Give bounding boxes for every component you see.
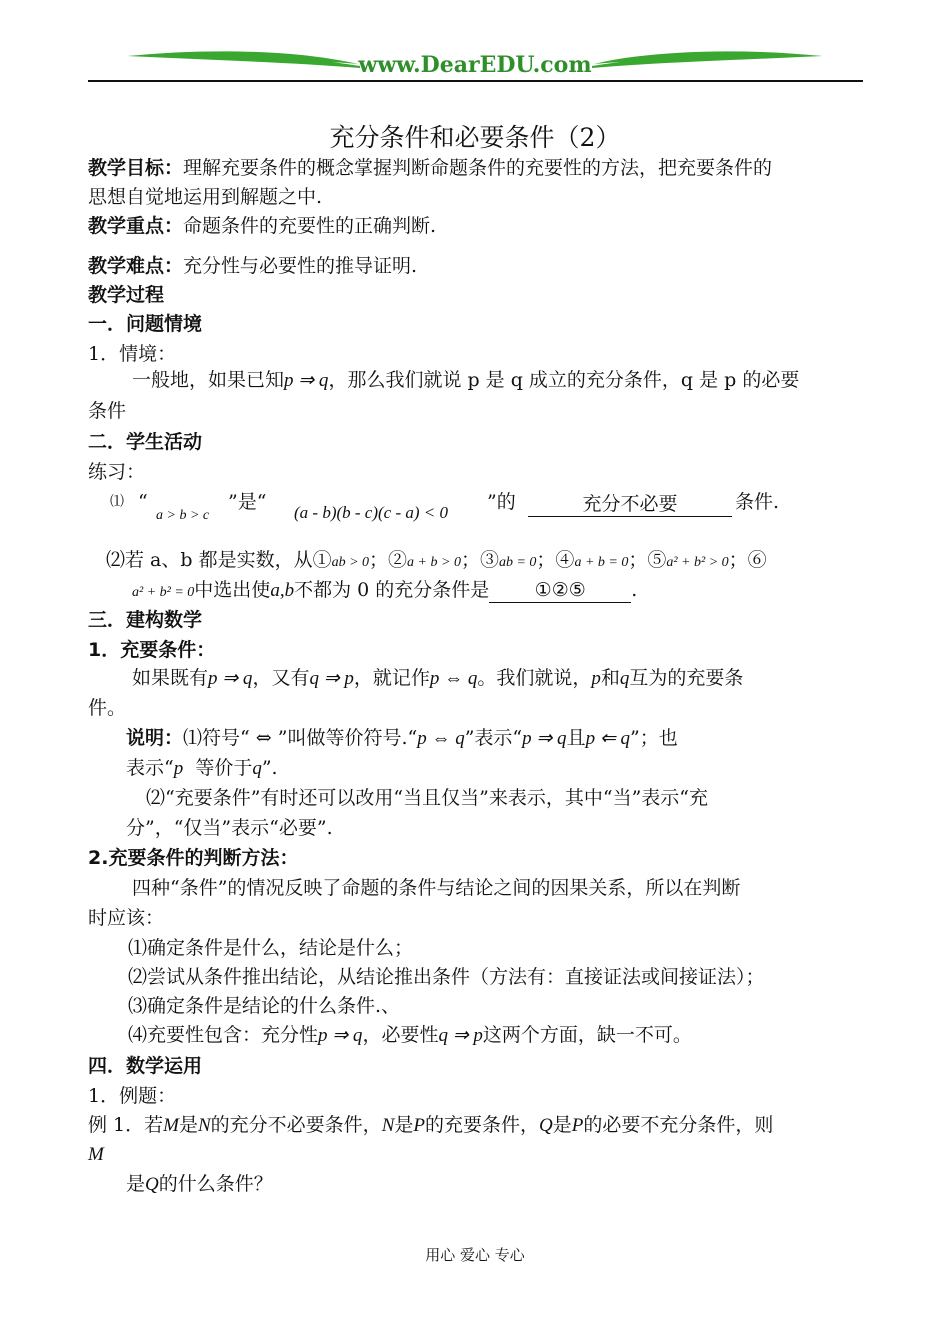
goals-text1: 理解充要条件的概念掌握判断命题条件的充要性的方法，把充要条件的 — [183, 157, 773, 179]
note1-l2-q: q — [252, 758, 262, 779]
practice-label: 练习： — [88, 461, 146, 483]
ex-l3-b: 的什么条件？ — [158, 1173, 273, 1195]
goals-text2: 思想自觉地运用到解题之中. — [88, 186, 323, 208]
ex-N2: N — [381, 1115, 395, 1136]
key-point — [88, 212, 436, 241]
ex-P2: P — [571, 1115, 584, 1136]
s1-text-b: ，那么我们就说 p 是 q 成立的充分条件，q 是 p 的必要 — [328, 369, 800, 391]
ex-d: 是 — [394, 1114, 414, 1136]
step4 — [128, 1021, 692, 1050]
ex2-f4: a + b = 0 — [574, 555, 629, 570]
ex2-s3: ；③ — [460, 549, 499, 571]
def-c: ，就记作 — [353, 667, 430, 689]
ex2-f1: ab > 0 — [331, 555, 370, 570]
ex-c: 的充分不必要条件， — [210, 1114, 382, 1136]
ex-P: P — [413, 1115, 425, 1136]
note1-c: 且 — [566, 727, 586, 749]
ex-M: M — [163, 1115, 179, 1136]
goals-label: 教学目标： — [88, 157, 184, 179]
ex2-f5: a² + b² > 0 — [666, 555, 729, 570]
ex1-formula-a: a > b > c — [156, 508, 210, 523]
logo-text: www.DearEDU.com — [358, 52, 592, 78]
example1-line3 — [126, 1170, 273, 1199]
note1-l2-b: 等价于 — [195, 757, 253, 779]
page-footer: 用心 爱心 专心 — [425, 1246, 525, 1264]
ex-b: 是 — [178, 1114, 198, 1136]
example1-line1 — [88, 1111, 773, 1140]
step4-f2: q ⇒ p — [438, 1025, 483, 1046]
step1: ⑴确定条件是什么，结论是什么； — [128, 937, 414, 959]
ex-f: 是 — [552, 1114, 572, 1136]
note1-f2: p ⇒ q — [522, 728, 567, 749]
ex-l3-a: 是 — [126, 1173, 146, 1195]
section2-heading: 二．学生活动 — [88, 431, 203, 453]
def-e: 和 — [600, 667, 620, 689]
def-b: ，又有 — [252, 667, 310, 689]
header-rule — [88, 80, 863, 82]
ex2-ab: a,b — [270, 580, 295, 601]
difficulty-text: 充分性与必要性的推导证明. — [183, 255, 418, 277]
note1-l2-c: ”. — [261, 757, 278, 779]
step2: ⑵尝试从条件推出结论，从结论推出条件（方法有：直接证法或间接证法）； — [128, 966, 765, 988]
note1-line1 — [126, 724, 678, 753]
step4-a: ⑷充要性包含：充分性 — [128, 1024, 319, 1046]
key-point-label: 教学重点： — [88, 215, 184, 237]
note1-line2 — [126, 754, 278, 783]
ex-l3-Q: Q — [145, 1174, 159, 1195]
ex-g: 的必要不充分条件，则 — [583, 1114, 774, 1136]
ex1-tail: 条件. — [735, 491, 780, 513]
step3: ⑶确定条件是结论的什么条件.、 — [128, 995, 401, 1017]
section1-heading: 一．问题情境 — [88, 313, 203, 335]
section1-para-line2: 条件 — [88, 400, 127, 422]
s1-text-a: 一般地，如果已知 — [132, 369, 285, 391]
note1-a: ⑴符号“ ⇔ ”叫做等价符号.“ — [183, 727, 418, 749]
ex1-quote-open: “ — [138, 491, 148, 513]
ex1-formula-b: (a - b)(b - c)(c - a) < 0 — [294, 503, 449, 522]
dearedu-logo — [128, 38, 822, 82]
def-f1: p ⇒ q — [208, 668, 253, 689]
key-point-text: 命题条件的充要性的正确判断. — [183, 215, 437, 237]
difficulty — [88, 252, 417, 281]
step4-c: 这两个方面，缺一不可。 — [482, 1024, 692, 1046]
def-q: q — [619, 668, 630, 689]
def-d: 。我们就说， — [477, 667, 592, 689]
note1-f3: p ⇐ q — [585, 728, 630, 749]
ex-a: 例 1．若 — [88, 1114, 164, 1136]
section1-item: 1．情境： — [88, 343, 177, 365]
ex2-s4: ；④ — [536, 549, 575, 571]
note1-l2-a: 表示“ — [126, 757, 174, 779]
ex2-text-a: ⑵若 a、b 都是实数，从① — [106, 549, 332, 571]
def-f: 互为的充要条 — [629, 667, 744, 689]
ex2-s5: ；⑤ — [628, 549, 667, 571]
step4-b: ，必要性 — [362, 1024, 439, 1046]
ex2-text-b: 中选出使 — [194, 579, 271, 601]
example1-line2: M — [88, 1144, 104, 1165]
goals-line1 — [88, 154, 772, 183]
definition-line1 — [132, 664, 743, 693]
note2-line1: ⑵“充要条件”有时还可以改用“当且仅当”来表示，其中“当”表示“充 — [146, 787, 708, 809]
ex1-quote-close: ”的 — [487, 491, 516, 513]
ex-Q: Q — [539, 1115, 553, 1136]
ex2-line2 — [132, 576, 637, 607]
ex-e: 的充要条件， — [425, 1114, 540, 1136]
ex1-answer: 充分不必要 — [528, 492, 732, 517]
ex2-s2: ；② — [369, 549, 408, 571]
def-a: 如果既有 — [132, 667, 209, 689]
s1-formula: p ⇒ q — [284, 370, 329, 391]
section3-sub2: 2.充要条件的判断方法： — [88, 847, 299, 869]
judge-line2: 时应该： — [88, 907, 165, 929]
ex1-num: ⑴ — [110, 494, 124, 510]
definition-line2: 件。 — [88, 697, 127, 719]
note-label: 说明： — [126, 727, 184, 749]
ex-N: N — [197, 1115, 211, 1136]
ex2-f3: ab = 0 — [498, 555, 537, 570]
ex2-end: . — [631, 579, 638, 601]
ex2-line1 — [106, 546, 767, 577]
note1-l2-p: p — [173, 758, 184, 779]
ex2-f2: a + b > 0 — [407, 555, 461, 570]
section4-heading: 四．数学运用 — [88, 1055, 203, 1077]
ex2-text-c: 不都为 0 的充分条件是 — [294, 579, 490, 601]
ex2-answer: ①②⑤ — [489, 578, 631, 603]
ex2-s6: ；⑥ — [728, 549, 767, 571]
page-title: 充分条件和必要条件（2） — [329, 123, 621, 152]
section4-item: 1．例题： — [88, 1085, 177, 1107]
note2-line2: 分”，“仅当”表示“必要”. — [126, 817, 333, 839]
def-p: p — [591, 668, 601, 689]
difficulty-label: 教学难点： — [88, 255, 184, 277]
step4-f1: p ⇒ q — [318, 1025, 363, 1046]
section1-para-line1 — [132, 366, 799, 395]
ex2-f6: a² + b² = 0 — [132, 585, 195, 600]
process-heading: 教学过程 — [88, 284, 165, 306]
section3-heading: 三．建构数学 — [88, 609, 203, 631]
def-f3: p ⇔ q — [429, 668, 478, 689]
def-f2: q ⇒ p — [309, 668, 354, 689]
note1-f1: p ⇔ q — [417, 728, 465, 749]
judge-line1: 四种“条件”的情况反映了命题的条件与结论之间的因果关系，所以在判断 — [132, 877, 741, 899]
ex1-quote-mid: ”是“ — [228, 491, 267, 513]
note1-d: ”；也 — [630, 727, 678, 749]
note1-b: ”表示“ — [464, 727, 523, 749]
section3-sub1: 1．充要条件： — [88, 639, 216, 661]
